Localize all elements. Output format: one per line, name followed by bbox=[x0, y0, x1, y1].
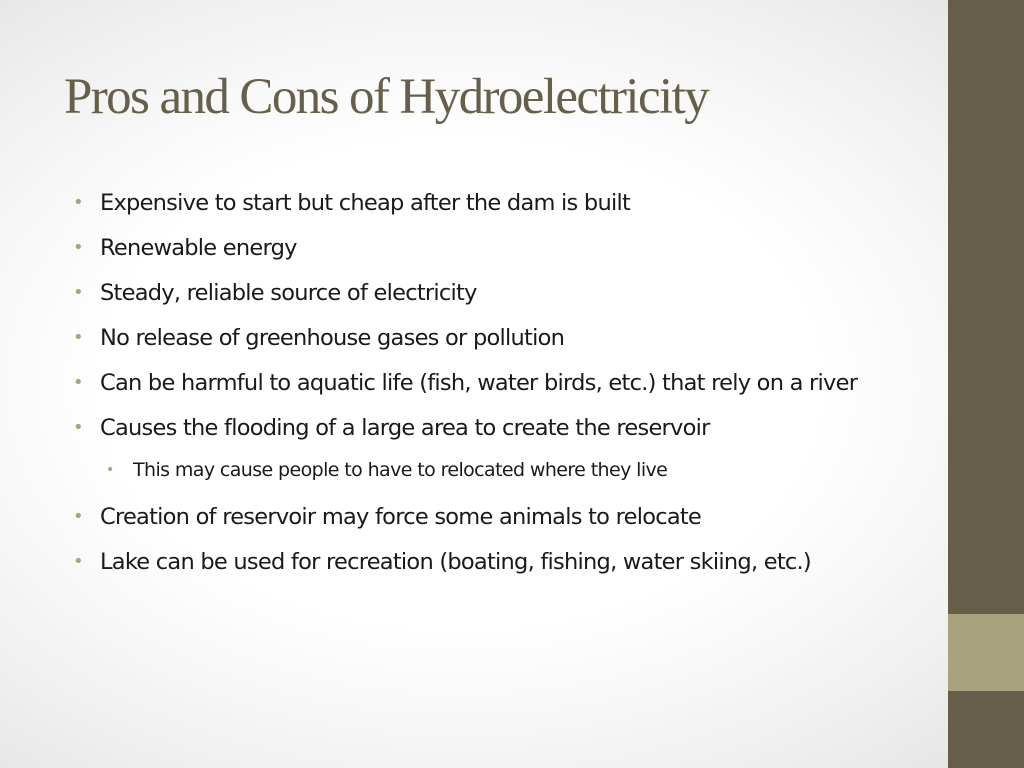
bullet-item bbox=[73, 543, 873, 581]
bullet-item bbox=[73, 184, 873, 222]
bullet-dot-icon: • bbox=[73, 192, 83, 213]
bullet-text: Creation of reservoir may force some animals to relocate bbox=[100, 504, 702, 530]
bullet-text: Can be harmful to aquatic life (fish, water birds, etc.) that rely on a river bbox=[100, 370, 858, 396]
bullet-item bbox=[73, 274, 873, 312]
bullet-text: Steady, reliable source of electricity bbox=[100, 280, 477, 306]
bullet-dot-icon: • bbox=[73, 372, 83, 393]
bullet-dot-icon: • bbox=[73, 417, 83, 438]
bullet-item bbox=[73, 364, 873, 402]
bullet-text: Causes the flooding of a large area to create the reservoir bbox=[100, 415, 710, 441]
sub-bullet-item bbox=[106, 454, 873, 486]
bullet-dot-icon: • bbox=[73, 237, 83, 258]
slide-title: Pros and Cons of Hydroelectricity bbox=[64, 69, 709, 125]
bullet-dot-icon: • bbox=[73, 506, 83, 527]
bullet-text: Expensive to start but cheap after the dam is built bbox=[100, 190, 631, 216]
bullet-item bbox=[73, 409, 873, 447]
bullet-text: Lake can be used for recreation (boating, fishing, water skiing, etc.) bbox=[100, 549, 811, 575]
sub-bullet-text: This may cause people to have to relocated where they live bbox=[133, 459, 668, 481]
bullet-list bbox=[73, 184, 873, 588]
bullet-dot-icon: • bbox=[73, 551, 83, 572]
bullet-dot-icon: • bbox=[73, 282, 83, 303]
bullet-dot-icon: • bbox=[106, 462, 114, 478]
bullet-item bbox=[73, 229, 873, 267]
bullet-text: No release of greenhouse gases or pollution bbox=[100, 325, 565, 351]
bullet-dot-icon: • bbox=[73, 327, 83, 348]
bullet-text: Renewable energy bbox=[100, 235, 297, 261]
sidebar-accent-block bbox=[948, 614, 1024, 691]
bullet-item bbox=[73, 498, 873, 536]
bullet-item bbox=[73, 319, 873, 357]
